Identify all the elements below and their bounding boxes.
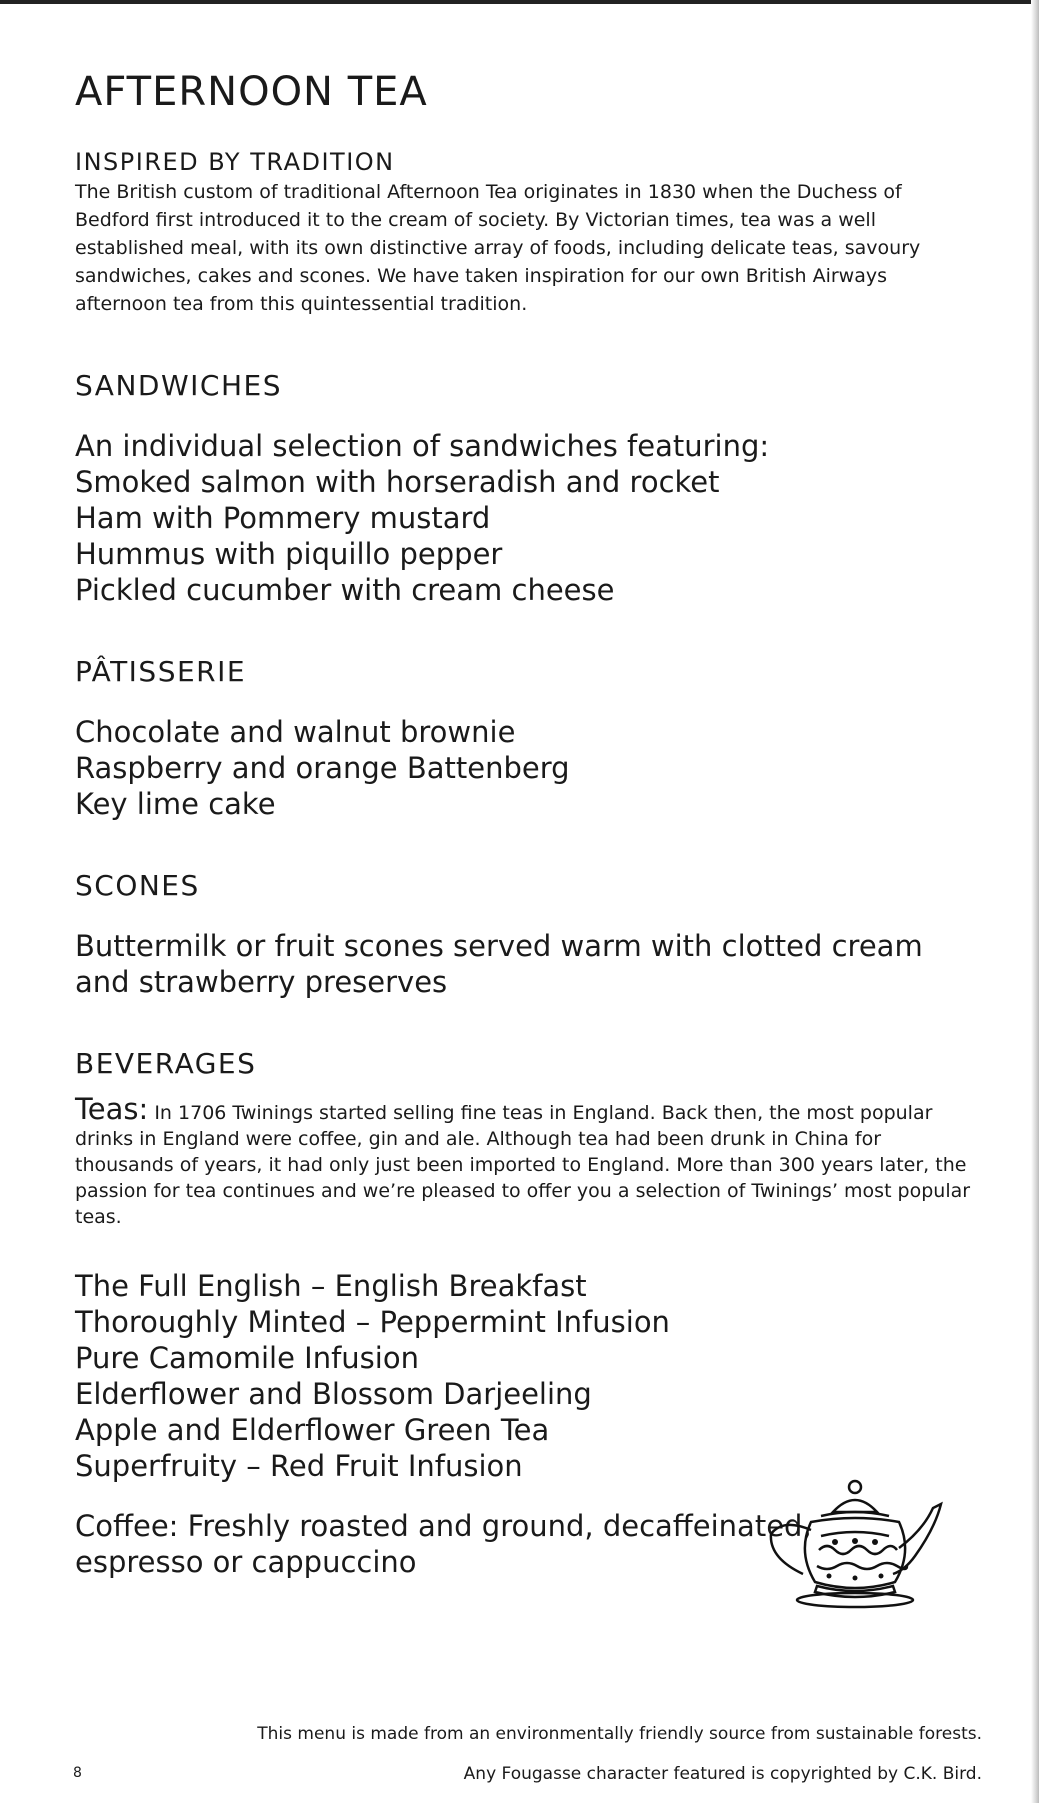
top-border bbox=[0, 0, 1039, 4]
sandwiches-list bbox=[75, 428, 995, 608]
list-item: Buttermilk or fruit scones served warm with clotted cream bbox=[75, 929, 923, 963]
list-item: Thoroughly Minted – Peppermint Infusion bbox=[75, 1305, 670, 1339]
teas-label: Teas: bbox=[75, 1092, 149, 1126]
list-item: Key lime cake bbox=[75, 787, 276, 821]
patisserie-list bbox=[75, 714, 995, 822]
list-item: espresso or cappuccino bbox=[75, 1545, 417, 1579]
list-item: Coffee: Freshly roasted and ground, decaffeinated, bbox=[75, 1509, 812, 1543]
intro-heading: INSPIRED BY TRADITION bbox=[75, 148, 395, 176]
list-item: Smoked salmon with horseradish and rocket bbox=[75, 465, 720, 499]
tea-list bbox=[75, 1268, 995, 1484]
list-item: Pure Camomile Infusion bbox=[75, 1341, 419, 1375]
patisserie-heading: PÂTISSERIE bbox=[75, 655, 247, 688]
list-item: Apple and Elderflower Green Tea bbox=[75, 1413, 550, 1447]
list-item: Hummus with piquillo pepper bbox=[75, 537, 503, 571]
list-item: Raspberry and orange Battenberg bbox=[75, 751, 570, 785]
teas-text: In 1706 Twinings started selling fine teas in England. Back then, the most popular drinks in England were coffee, gin and ale. Although tea had been drunk in China for thousands of years, it had only just been imported to England. More than 300 years later, the passion for tea continues and we’re pleased to offer you a selection of Twinings’ most popular teas. bbox=[75, 1102, 971, 1228]
list-item: Ham with Pommery mustard bbox=[75, 501, 491, 535]
list-item: Pickled cucumber with cream cheese bbox=[75, 573, 615, 607]
list-item: Superfruity – Red Fruit Infusion bbox=[75, 1449, 523, 1483]
teapot-icon bbox=[755, 1470, 955, 1620]
footer-sustainability-note: This menu is made from an environmentally friendly source from sustainable forests. bbox=[257, 1724, 982, 1744]
page-number: 8 bbox=[73, 1765, 82, 1781]
menu-page bbox=[75, 62, 995, 1580]
beverages-heading: BEVERAGES bbox=[75, 1047, 257, 1080]
list-item: Elderflower and Blossom Darjeeling bbox=[75, 1377, 592, 1411]
footer-copyright-note: Any Fougasse character featured is copyrighted by C.K. Bird. bbox=[463, 1764, 982, 1784]
sandwiches-heading: SANDWICHES bbox=[75, 369, 282, 402]
list-item: The Full English – English Breakfast bbox=[75, 1269, 587, 1303]
page-edge-shadow bbox=[1031, 0, 1039, 1803]
page-title: AFTERNOON TEA bbox=[75, 69, 428, 115]
list-item: An individual selection of sandwiches featuring: bbox=[75, 429, 770, 463]
scones-list bbox=[75, 928, 995, 1000]
list-item: and strawberry preserves bbox=[75, 965, 448, 999]
list-item: Chocolate and walnut brownie bbox=[75, 715, 516, 749]
intro-text: The British custom of traditional Afternoon Tea originates in 1830 when the Duchess of Bedford first introduced it to the cream of society. By Victorian times, tea was a well established meal, with its own distinctive array of foods, including delicate teas, savoury sandwiches, cakes and scones. We have taken inspiration for our own British Airways afternoon tea from this quintessential tradition. bbox=[75, 181, 921, 315]
scones-heading: SCONES bbox=[75, 869, 200, 902]
teas-description bbox=[75, 1092, 980, 1230]
